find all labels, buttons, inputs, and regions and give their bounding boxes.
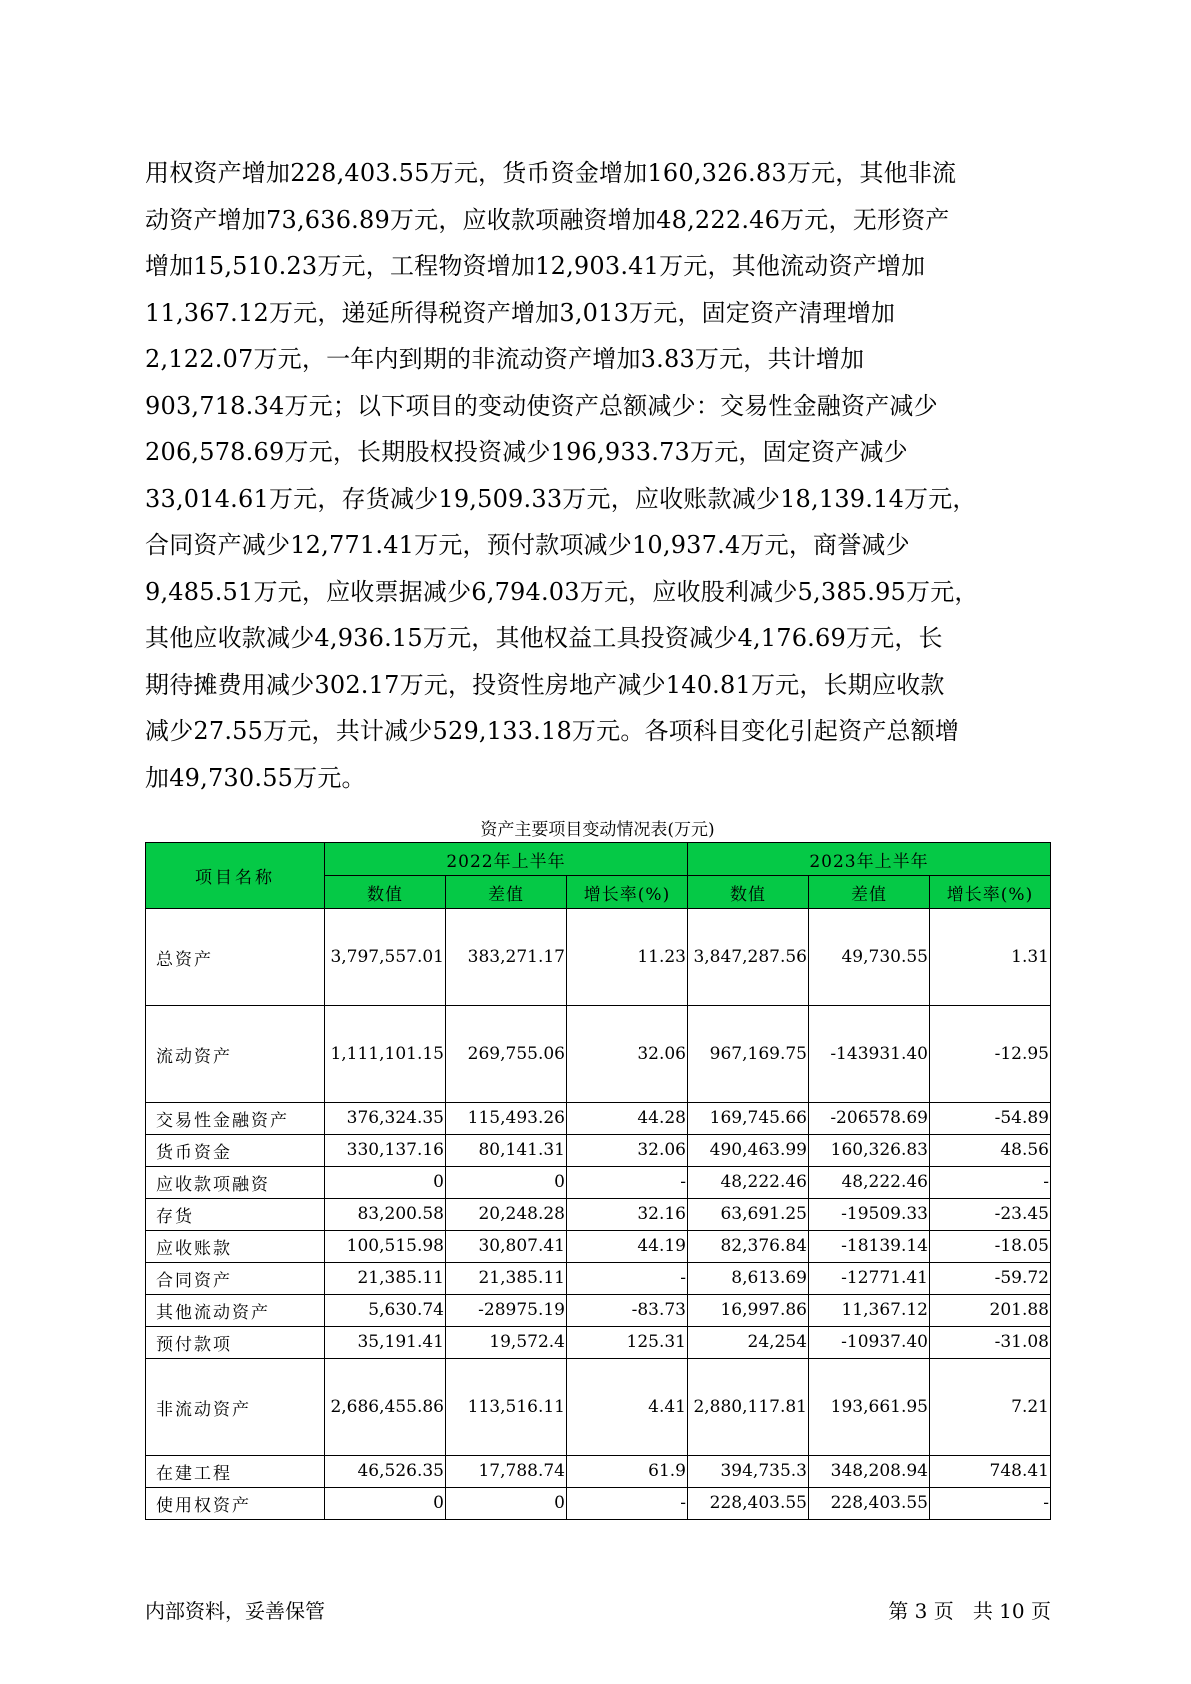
rate-2023: -54.89 [930, 1103, 1051, 1135]
row-name: 应收款项融资 [146, 1167, 325, 1199]
value-2023: 394,735.3 [688, 1456, 809, 1488]
rate-2022: -83.73 [567, 1295, 688, 1327]
table-row [146, 1006, 1051, 1103]
asset-changes-table [145, 842, 1051, 1520]
value-2023: 490,463.99 [688, 1135, 809, 1167]
value-2022: 330,137.16 [325, 1135, 446, 1167]
rate-2022: 11.23 [567, 909, 688, 1006]
rate-2023: 7.21 [930, 1359, 1051, 1456]
diff-2023: -18139.14 [809, 1231, 930, 1263]
rate-2022: 44.19 [567, 1231, 688, 1263]
value-2023: 63,691.25 [688, 1199, 809, 1231]
row-name: 非流动资产 [146, 1359, 325, 1456]
row-name: 应收账款 [146, 1231, 325, 1263]
row-name: 使用权资产 [146, 1488, 325, 1520]
paragraph-line: 减少27.55万元，共计减少529,133.18万元。各项科目变化引起资产总额增 [145, 717, 960, 745]
diff-2023: 348,208.94 [809, 1456, 930, 1488]
paragraph-line: 合同资产减少12,771.41万元，预付款项减少10,937.4万元，商誉减少 [145, 531, 910, 559]
value-2022: 46,526.35 [325, 1456, 446, 1488]
diff-2022: -28975.19 [446, 1295, 567, 1327]
rate-2022: - [567, 1263, 688, 1295]
rate-2022: 4.41 [567, 1359, 688, 1456]
header-diff: 差值 [446, 876, 567, 909]
value-2022: 2,686,455.86 [325, 1359, 446, 1456]
header-rate: 增长率(%) [567, 876, 688, 909]
paragraph-line: 其他应收款减少4,936.15万元，其他权益工具投资减少4,176.69万元，长 [145, 624, 943, 652]
paragraph-line: 11,367.12万元，递延所得税资产增加3,013万元，固定资产清理增加 [145, 298, 896, 327]
diff-2023: 49,730.55 [809, 909, 930, 1006]
diff-2022: 30,807.41 [446, 1231, 567, 1263]
table-row [146, 1199, 1051, 1231]
table-row [146, 1135, 1051, 1167]
rate-2023: - [930, 1488, 1051, 1520]
value-2022: 376,324.35 [325, 1103, 446, 1135]
paragraph-line: 期待摊费用减少302.17万元，投资性房地产减少140.81万元，长期应收款 [145, 670, 945, 699]
header-value: 数值 [325, 876, 446, 909]
table-caption: 资产主要项目变动情况表(万元) [480, 820, 715, 840]
rate-2022: 32.06 [567, 1135, 688, 1167]
rate-2022: 44.28 [567, 1103, 688, 1135]
diff-2023: -19509.33 [809, 1199, 930, 1231]
row-name: 存货 [146, 1199, 325, 1231]
value-2023: 169,745.66 [688, 1103, 809, 1135]
table-row [146, 909, 1051, 1006]
row-name: 预付款项 [146, 1327, 325, 1359]
diff-2022: 17,788.74 [446, 1456, 567, 1488]
table-row [146, 1359, 1051, 1456]
diff-2023: -10937.40 [809, 1327, 930, 1359]
value-2023: 967,169.75 [688, 1006, 809, 1103]
rate-2023: 201.88 [930, 1295, 1051, 1327]
diff-2023: 193,661.95 [809, 1359, 930, 1456]
diff-2023: 48,222.46 [809, 1167, 930, 1199]
diff-2023: -206578.69 [809, 1103, 930, 1135]
rate-2022: 32.06 [567, 1006, 688, 1103]
rate-2023: 48.56 [930, 1135, 1051, 1167]
value-2023: 2,880,117.81 [688, 1359, 809, 1456]
header-period-2022: 2022年上半年 [325, 843, 688, 876]
diff-2022: 269,755.06 [446, 1006, 567, 1103]
rate-2023: -59.72 [930, 1263, 1051, 1295]
rate-2023: -31.08 [930, 1327, 1051, 1359]
rate-2022: 32.16 [567, 1199, 688, 1231]
value-2022: 21,385.11 [325, 1263, 446, 1295]
diff-2022: 113,516.11 [446, 1359, 567, 1456]
rate-2023: 748.41 [930, 1456, 1051, 1488]
rate-2023: -12.95 [930, 1006, 1051, 1103]
value-2022: 1,111,101.15 [325, 1006, 446, 1103]
row-name: 流动资产 [146, 1006, 325, 1103]
page-number: 第 3 页 共 10 页 [888, 1599, 1051, 1623]
rate-2022: - [567, 1167, 688, 1199]
row-name: 总资产 [146, 909, 325, 1006]
paragraph-line: 9,485.51万元，应收票据减少6,794.03万元，应收股利减少5,385.95万元， [145, 577, 979, 606]
value-2023: 228,403.55 [688, 1488, 809, 1520]
value-2022: 83,200.58 [325, 1199, 446, 1231]
paragraph-line: 33,014.61万元，存货减少19,509.33万元，应收账款减少18,139.14万元， [145, 484, 977, 513]
table-row [146, 1167, 1051, 1199]
row-name: 在建工程 [146, 1456, 325, 1488]
value-2023: 82,376.84 [688, 1231, 809, 1263]
paragraph-line: 动资产增加73,636.89万元，应收款项融资增加48,222.46万元，无形资产 [145, 205, 950, 234]
diff-2023: -12771.41 [809, 1263, 930, 1295]
body-paragraph [145, 150, 1045, 801]
header-period-2023: 2023年上半年 [688, 843, 1051, 876]
diff-2022: 20,248.28 [446, 1199, 567, 1231]
header-diff: 差值 [809, 876, 930, 909]
paragraph-line: 增加15,510.23万元，工程物资增加12,903.41万元，其他流动资产增加 [145, 252, 926, 280]
diff-2022: 80,141.31 [446, 1135, 567, 1167]
header-item-name: 项目名称 [146, 843, 325, 909]
diff-2023: 160,326.83 [809, 1135, 930, 1167]
header-rate: 增长率(%) [930, 876, 1051, 909]
diff-2022: 0 [446, 1167, 567, 1199]
diff-2022: 21,385.11 [446, 1263, 567, 1295]
row-name: 合同资产 [146, 1263, 325, 1295]
diff-2022: 19,572.4 [446, 1327, 567, 1359]
table-row [146, 1263, 1051, 1295]
rate-2023: - [930, 1167, 1051, 1199]
table-row [146, 1488, 1051, 1520]
rate-2022: 125.31 [567, 1327, 688, 1359]
value-2022: 0 [325, 1167, 446, 1199]
value-2022: 100,515.98 [325, 1231, 446, 1263]
diff-2022: 0 [446, 1488, 567, 1520]
row-name: 其他流动资产 [146, 1295, 325, 1327]
table-row [146, 1456, 1051, 1488]
diff-2022: 383,271.17 [446, 909, 567, 1006]
row-name: 交易性金融资产 [146, 1103, 325, 1135]
header-value: 数值 [688, 876, 809, 909]
table-row [146, 1295, 1051, 1327]
row-name: 货币资金 [146, 1135, 325, 1167]
paragraph-line: 用权资产增加228,403.55万元，货币资金增加160,326.83万元，其他非流 [145, 159, 957, 187]
value-2023: 48,222.46 [688, 1167, 809, 1199]
rate-2023: -18.05 [930, 1231, 1051, 1263]
paragraph-line: 2,122.07万元，一年内到期的非流动资产增加3.83万元，共计增加 [145, 345, 865, 373]
footer-confidential-note: 内部资料，妥善保管 [145, 1599, 325, 1623]
value-2023: 16,997.86 [688, 1295, 809, 1327]
value-2022: 5,630.74 [325, 1295, 446, 1327]
paragraph-line: 206,578.69万元，长期股权投资减少196,933.73万元，固定资产减少 [145, 438, 908, 466]
value-2022: 35,191.41 [325, 1327, 446, 1359]
value-2023: 3,847,287.56 [688, 909, 809, 1006]
paragraph-line: 加49,730.55万元。 [145, 763, 366, 792]
rate-2023: 1.31 [930, 909, 1051, 1006]
table-row [146, 1327, 1051, 1359]
table-row [146, 1103, 1051, 1135]
rate-2023: -23.45 [930, 1199, 1051, 1231]
diff-2022: 115,493.26 [446, 1103, 567, 1135]
rate-2022: - [567, 1488, 688, 1520]
table-row [146, 1231, 1051, 1263]
diff-2023: -143931.40 [809, 1006, 930, 1103]
value-2022: 0 [325, 1488, 446, 1520]
rate-2022: 61.9 [567, 1456, 688, 1488]
value-2023: 24,254 [688, 1327, 809, 1359]
value-2023: 8,613.69 [688, 1263, 809, 1295]
diff-2023: 11,367.12 [809, 1295, 930, 1327]
value-2022: 3,797,557.01 [325, 909, 446, 1006]
diff-2023: 228,403.55 [809, 1488, 930, 1520]
paragraph-line: 903,718.34万元；以下项目的变动使资产总额减少：交易性金融资产减少 [145, 391, 938, 420]
